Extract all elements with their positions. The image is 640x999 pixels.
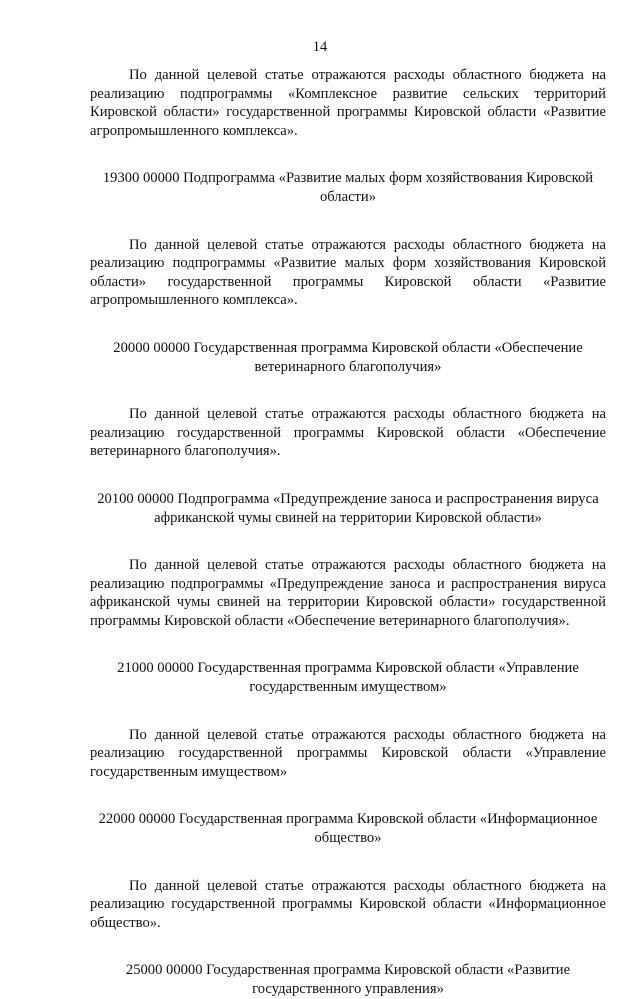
heading-19300: 19300 00000 Подпрограмма «Развитие малых форм хозяйствования Кировской области» <box>102 170 594 205</box>
paragraph-1: По данной целевой статье отражаются расходы областного бюджета на реализацию подпрограммы «Комплексное развитие сельских территорий Кировской области» государственной программы Кировской области «Развитие агропромышленного комплекса». <box>90 67 606 139</box>
heading-20100: 20100 00000 Подпрограмма «Предупреждение заноса и распространения вируса африканской чумы свиней на территории Кировской области» <box>97 490 599 526</box>
heading-22000: 22000 00000 Государственная программа Кировской области «Информационное общество» <box>98 811 598 847</box>
document-body <box>90 66 606 999</box>
page-number: 14 <box>312 39 328 55</box>
paragraph-2: По данной целевой статье отражаются расходы областного бюджета на реализацию подпрограммы «Развитие малых форм хозяйствования Кировской области» государственной программы Кировской области «Развитие агропромышленного комплекса». <box>90 236 606 309</box>
heading-25000: 25000 00000 Государственная программа Кировской области «Развитие государственного управления» <box>125 962 571 997</box>
paragraph-6: По данной целевой статье отражаются расходы областного бюджета на реализацию государственной программы Кировской области «Информационное общество». <box>90 877 606 931</box>
heading-20000: 20000 00000 Государственная программа Кировской области «Обеспечение ветеринарного благополучия» <box>113 339 583 375</box>
paragraph-4: По данной целевой статье отражаются расходы областного бюджета на реализацию подпрограммы «Предупреждение заноса и распространения вируса африканской чумы свиней на территории Кировской области» государственной программы Кировской области «Обеспечение ветеринарного благополучия». <box>90 557 606 629</box>
paragraph-3: По данной целевой статье отражаются расходы областного бюджета на реализацию государственной программы Кировской области «Обеспечение ветеринарного благополучия». <box>90 406 606 460</box>
heading-21000: 21000 00000 Государственная программа Кировской области «Управление государственным имуществом» <box>117 660 579 696</box>
paragraph-5: По данной целевой статье отражаются расходы областного бюджета на реализацию государственной программы Кировской области «Управление государственным имуществом» <box>90 726 606 780</box>
